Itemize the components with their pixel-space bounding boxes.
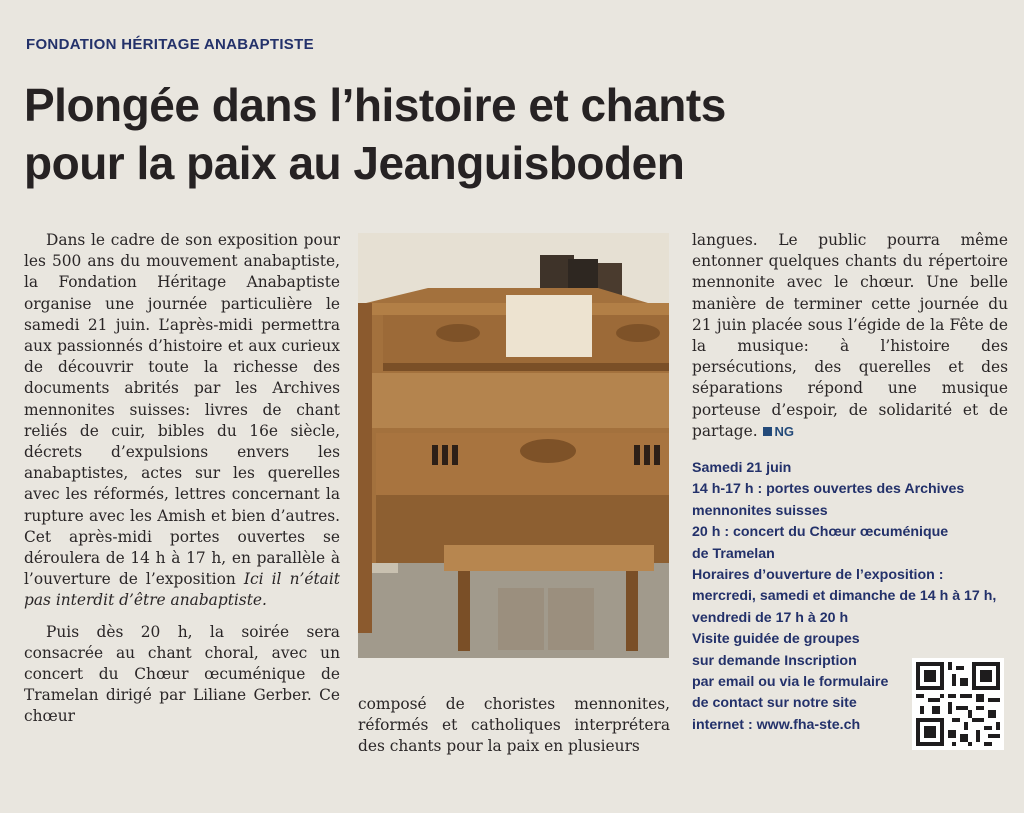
info-line: de contact sur notre site <box>692 695 857 712</box>
info-line: vendredi de 17 h à 20 h <box>692 609 849 626</box>
info-line: Samedi 21 juin <box>692 460 792 476</box>
info-line: 14 h-17 h : portes ouvertes des Archives <box>692 481 965 498</box>
website-link[interactable]: internet : www.fha-ste.ch <box>692 716 861 733</box>
paragraph-4-text: langues. Le public pourra même entonner quelques chants du répertoire mennonite avec le chœur. Une belle manière de terminer cette journée du 21 juin placée sous l’égide de la Fête de la musique: à l’histoire des persécutions, des querelles et des séparations répond une musique porteuse d’espoir, de solidarité et de partage. <box>692 231 1008 440</box>
info-line: mennonites suisses <box>692 502 828 519</box>
author-signature <box>763 424 795 439</box>
article-column-3 <box>692 230 1008 442</box>
info-line: Horaires d’ouverture de l’exposition : <box>692 567 944 584</box>
article-column-1 <box>24 230 340 728</box>
info-line: par email ou via le formulaire <box>692 674 889 691</box>
headline-line-2: pour la paix au Jeanguisboden <box>24 137 685 189</box>
info-line: 20 h : concert du Chœur œcuménique <box>692 524 949 541</box>
paragraph-4 <box>692 230 1008 442</box>
headline <box>24 76 884 192</box>
headline-line-1: Plongée dans l’histoire et chants <box>24 79 726 131</box>
info-line: sur demande Inscription <box>692 652 857 669</box>
paragraph-1-text: Dans le cadre de son exposition pour les 500 ans du mouvement anabaptiste, la Fondation Héritage Anabaptiste organise une journée particulière le samedi 21 juin. L’après-midi permettra aux passionnés d’histoire et aux curieux de découvrir toute la richesse des documents abrités par les Archives mennonites suisses: livres de chant reliés de cuir, bibles du 16e siècle, décrets d’expulsions envers les anabaptistes, actes sur les querelles avec les réformés, lettres concernant la rupture avec les Amish et bien d’autres. Cet après-midi portes ouvertes se déroulera de 14 h à 17 h, en parallèle à l’ouverture de l’exposition <box>24 231 340 589</box>
qr-code-icon[interactable] <box>912 658 1004 750</box>
paragraph-3: composé de choristes mennonites, réformés et catholiques interprétera des chants pour la paix en plusieurs <box>358 695 670 756</box>
section-rubric: FONDATION HÉRITAGE ANABAPTISTE <box>26 36 314 53</box>
author-initials: NG <box>774 423 795 439</box>
square-bullet-icon <box>763 427 772 436</box>
harmonium-photo <box>358 233 669 658</box>
article-column-2 <box>358 694 670 758</box>
paragraph-1 <box>24 230 340 612</box>
info-line: mercredi, samedi et dimanche de 14 h à 17 h, <box>692 588 997 605</box>
info-line: de Tramelan <box>692 545 775 562</box>
paragraph-2: Puis dès 20 h, la soirée sera consacrée au chant choral, avec un concert du Chœur œcuménique de Tramelan dirigé par Liliane Gerber. Ce chœur <box>24 622 340 726</box>
exhibition-title: Ici il n’était pas interdit d’être anabaptiste. <box>24 570 340 610</box>
info-line: Visite guidée de groupes <box>692 631 860 648</box>
